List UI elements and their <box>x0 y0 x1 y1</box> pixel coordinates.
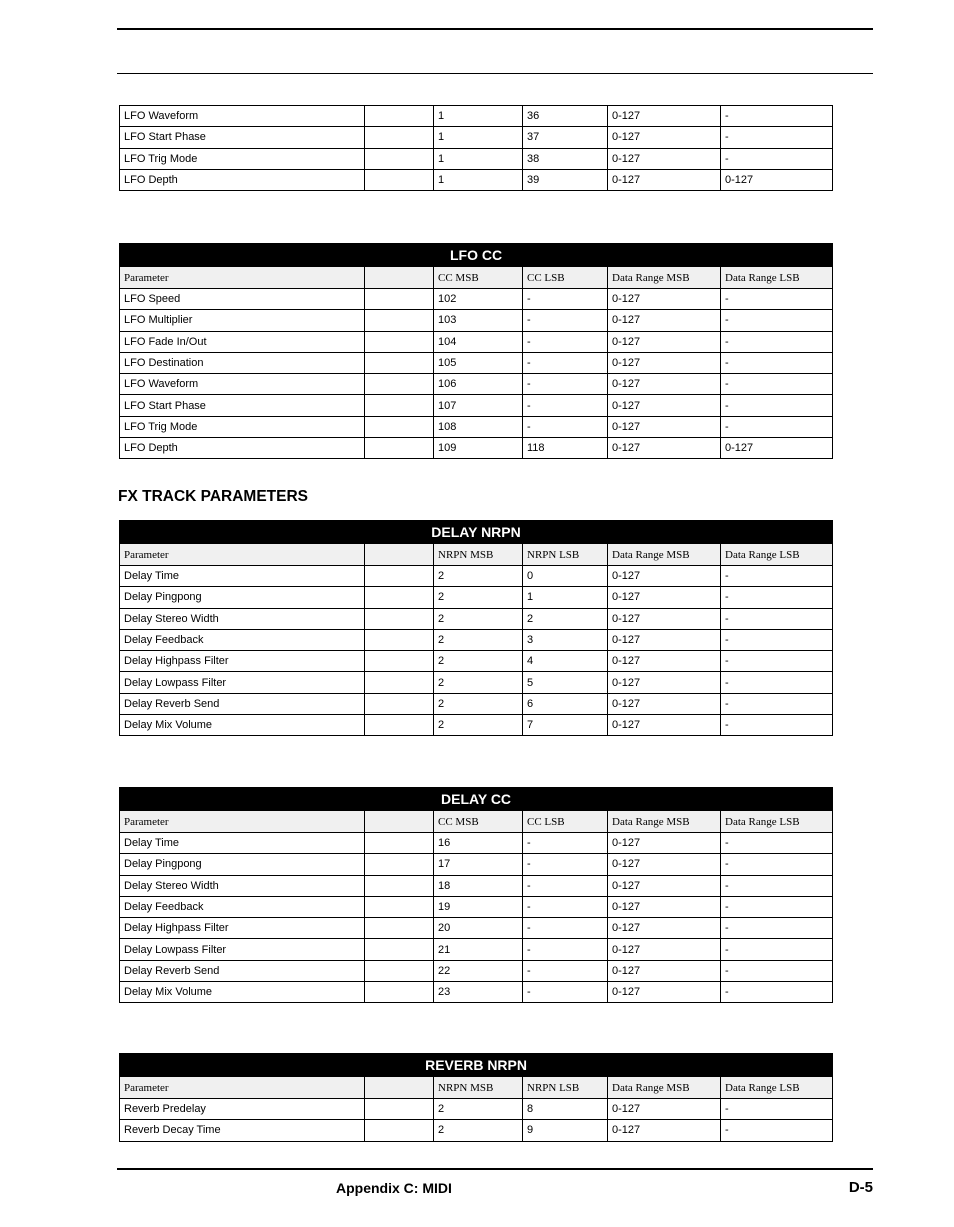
delay-cc-table <box>119 787 833 1003</box>
table-cell: - <box>721 416 833 437</box>
table-cell: 20 <box>434 918 523 939</box>
table-cell: - <box>721 1099 833 1120</box>
column-header: Data Range MSB <box>608 544 721 566</box>
table-cell: - <box>721 854 833 875</box>
table-cell <box>365 310 434 331</box>
reverb-nrpn-table <box>119 1053 833 1142</box>
table-cell: Delay Pingpong <box>120 587 365 608</box>
table-cell <box>365 918 434 939</box>
table-cell: 2 <box>434 566 523 587</box>
table-row <box>120 127 833 148</box>
table-cell: 0-127 <box>608 672 721 693</box>
column-header: Data Range LSB <box>721 1077 833 1099</box>
table-cell: 0-127 <box>608 310 721 331</box>
table-cell: 38 <box>523 148 608 169</box>
column-header <box>365 1077 434 1099</box>
table-cell: 0-127 <box>608 854 721 875</box>
column-header: Parameter <box>120 1077 365 1099</box>
table-header-row <box>120 1077 833 1099</box>
table-row <box>120 875 833 896</box>
table-cell: 104 <box>434 331 523 352</box>
table-cell: 5 <box>523 672 608 693</box>
table-cell: - <box>721 651 833 672</box>
column-header: Data Range LSB <box>721 811 833 833</box>
table-row <box>120 587 833 608</box>
table-row <box>120 1120 833 1141</box>
column-header: Data Range MSB <box>608 1077 721 1099</box>
table-cell: Delay Lowpass Filter <box>120 672 365 693</box>
table-cell: 2 <box>434 693 523 714</box>
table-cell: 0-127 <box>608 169 721 190</box>
table-cell: 108 <box>434 416 523 437</box>
table-cell <box>365 875 434 896</box>
column-header: Parameter <box>120 811 365 833</box>
table-cell <box>365 960 434 981</box>
table-title-row <box>120 1054 833 1077</box>
table-cell: 0-127 <box>608 896 721 917</box>
table-cell: 0-127 <box>608 833 721 854</box>
table-cell: 0-127 <box>608 1099 721 1120</box>
table-cell: - <box>721 833 833 854</box>
page-number: D-5 <box>848 1179 873 1196</box>
table-row <box>120 896 833 917</box>
table-cell: 1 <box>434 169 523 190</box>
table-title: REVERB NRPN <box>120 1054 833 1077</box>
table-cell: 23 <box>434 982 523 1003</box>
column-header: NRPN MSB <box>434 544 523 566</box>
table-cell: 16 <box>434 833 523 854</box>
table-cell: Delay Feedback <box>120 896 365 917</box>
table-cell: LFO Trig Mode <box>120 416 365 437</box>
table-row <box>120 833 833 854</box>
table-cell: LFO Speed <box>120 289 365 310</box>
table-cell <box>365 289 434 310</box>
table-cell <box>365 587 434 608</box>
column-header: CC MSB <box>434 267 523 289</box>
table-cell: - <box>721 693 833 714</box>
table-row <box>120 289 833 310</box>
table-cell <box>365 939 434 960</box>
table-title: DELAY NRPN <box>120 521 833 544</box>
table-cell: 18 <box>434 875 523 896</box>
table-cell: 102 <box>434 289 523 310</box>
table-cell: 2 <box>434 715 523 736</box>
table-cell <box>365 374 434 395</box>
table-cell: LFO Depth <box>120 169 365 190</box>
table-cell: 2 <box>434 672 523 693</box>
table-cell: 19 <box>434 896 523 917</box>
table-cell: 0-127 <box>608 127 721 148</box>
table-cell: - <box>721 715 833 736</box>
table-cell: - <box>721 608 833 629</box>
table-cell: Delay Mix Volume <box>120 715 365 736</box>
table-row <box>120 438 833 459</box>
table-cell: 17 <box>434 854 523 875</box>
table-cell: Delay Time <box>120 566 365 587</box>
table-cell <box>365 608 434 629</box>
table-row <box>120 310 833 331</box>
table-cell: LFO Trig Mode <box>120 148 365 169</box>
table-cell: Delay Highpass Filter <box>120 918 365 939</box>
table-cell <box>365 395 434 416</box>
table-cell <box>365 1099 434 1120</box>
table-row <box>120 672 833 693</box>
table-cell: 4 <box>523 651 608 672</box>
table-cell: 0-127 <box>721 169 833 190</box>
table-cell: 21 <box>434 939 523 960</box>
column-header: Data Range MSB <box>608 267 721 289</box>
column-header: Data Range MSB <box>608 811 721 833</box>
table-cell <box>365 106 434 127</box>
table-cell: 0-127 <box>608 651 721 672</box>
table-header-row <box>120 811 833 833</box>
column-header: Parameter <box>120 267 365 289</box>
table-cell: - <box>721 374 833 395</box>
table-title: LFO CC <box>120 244 833 267</box>
lfo-cc-table <box>119 243 833 459</box>
table-row <box>120 566 833 587</box>
delay-nrpn-table <box>119 520 833 736</box>
table-cell: 7 <box>523 715 608 736</box>
table-cell: - <box>721 331 833 352</box>
table-cell: 2 <box>434 1099 523 1120</box>
table-cell: LFO Destination <box>120 352 365 373</box>
table-cell: 2 <box>523 608 608 629</box>
table-cell: 2 <box>434 1120 523 1141</box>
table-cell <box>365 693 434 714</box>
table-cell: Delay Pingpong <box>120 854 365 875</box>
table-cell: - <box>523 939 608 960</box>
table-cell: - <box>721 672 833 693</box>
table-cell: LFO Waveform <box>120 374 365 395</box>
table-cell <box>365 672 434 693</box>
table-cell: 0-127 <box>608 438 721 459</box>
table-cell: - <box>721 148 833 169</box>
table-cell: 0-127 <box>608 918 721 939</box>
table-cell: - <box>523 416 608 437</box>
table-cell: - <box>721 918 833 939</box>
table-cell <box>365 331 434 352</box>
table-cell: - <box>721 395 833 416</box>
table-cell: 0-127 <box>608 352 721 373</box>
table-cell: 0-127 <box>608 106 721 127</box>
table-cell: 0-127 <box>608 374 721 395</box>
table-cell: Delay Feedback <box>120 629 365 650</box>
table-cell: 0-127 <box>608 982 721 1003</box>
table-cell: - <box>523 875 608 896</box>
table-title-row <box>120 788 833 811</box>
section-heading: FX TRACK PARAMETERS <box>118 488 309 505</box>
table-cell: - <box>721 310 833 331</box>
table-row <box>120 629 833 650</box>
table-cell: 3 <box>523 629 608 650</box>
table-cell: Reverb Predelay <box>120 1099 365 1120</box>
footer-rule <box>117 1168 873 1170</box>
table-cell: - <box>721 629 833 650</box>
table-cell: - <box>523 310 608 331</box>
table-cell: 106 <box>434 374 523 395</box>
table-cell: 105 <box>434 352 523 373</box>
table-row <box>120 693 833 714</box>
table-cell <box>365 833 434 854</box>
table-title-row <box>120 521 833 544</box>
table-cell: - <box>721 587 833 608</box>
table-cell: - <box>721 1120 833 1141</box>
table-cell <box>365 715 434 736</box>
table-cell: 2 <box>434 629 523 650</box>
table-cell: 1 <box>523 587 608 608</box>
table-cell: 0-127 <box>608 416 721 437</box>
table-row <box>120 416 833 437</box>
column-header <box>365 267 434 289</box>
table-cell: LFO Fade In/Out <box>120 331 365 352</box>
table-cell: Reverb Decay Time <box>120 1120 365 1141</box>
table-cell: LFO Start Phase <box>120 395 365 416</box>
table-cell <box>365 352 434 373</box>
table-cell: - <box>523 960 608 981</box>
table-cell: 107 <box>434 395 523 416</box>
table-cell: 0-127 <box>608 289 721 310</box>
table-cell: Delay Stereo Width <box>120 875 365 896</box>
table-cell: Delay Mix Volume <box>120 982 365 1003</box>
table-row <box>120 331 833 352</box>
table-cell: 0-127 <box>608 693 721 714</box>
table-cell: - <box>721 875 833 896</box>
table-row <box>120 148 833 169</box>
table-cell: - <box>721 896 833 917</box>
table-row <box>120 960 833 981</box>
table-cell: 37 <box>523 127 608 148</box>
column-header: CC MSB <box>434 811 523 833</box>
table-cell: Delay Reverb Send <box>120 960 365 981</box>
table-cell: 0-127 <box>608 148 721 169</box>
table-cell: - <box>523 331 608 352</box>
table-cell: LFO Multiplier <box>120 310 365 331</box>
table-cell: - <box>523 854 608 875</box>
table-title-row <box>120 244 833 267</box>
table-cell <box>365 854 434 875</box>
table-cell: 39 <box>523 169 608 190</box>
table-cell: 22 <box>434 960 523 981</box>
table-cell: - <box>721 566 833 587</box>
column-header: Parameter <box>120 544 365 566</box>
table-row <box>120 374 833 395</box>
table-cell: 6 <box>523 693 608 714</box>
table-cell: - <box>721 939 833 960</box>
table-cell: 0 <box>523 566 608 587</box>
table-row <box>120 608 833 629</box>
table-cell: - <box>523 982 608 1003</box>
table-cell: - <box>523 289 608 310</box>
lfo-nrpn-continued-table <box>119 105 833 191</box>
table-row <box>120 651 833 672</box>
column-header <box>365 811 434 833</box>
table-cell: 0-127 <box>608 875 721 896</box>
table-cell <box>365 438 434 459</box>
table-cell: 109 <box>434 438 523 459</box>
table-cell: Delay Lowpass Filter <box>120 939 365 960</box>
column-header: NRPN LSB <box>523 544 608 566</box>
table-cell: 0-127 <box>608 629 721 650</box>
header-rule-bottom <box>117 73 873 74</box>
table-cell: - <box>523 896 608 917</box>
table-cell: 1 <box>434 148 523 169</box>
table-cell: 1 <box>434 127 523 148</box>
table-cell: 0-127 <box>608 331 721 352</box>
table-title: DELAY CC <box>120 788 833 811</box>
table-cell <box>365 148 434 169</box>
table-cell: Delay Highpass Filter <box>120 651 365 672</box>
table-cell: 2 <box>434 651 523 672</box>
table-cell <box>365 1120 434 1141</box>
table-cell: - <box>721 352 833 373</box>
table-cell: 0-127 <box>721 438 833 459</box>
table-cell <box>365 169 434 190</box>
table-cell: - <box>523 395 608 416</box>
table-cell: LFO Depth <box>120 438 365 459</box>
table-cell: 36 <box>523 106 608 127</box>
column-header: NRPN MSB <box>434 1077 523 1099</box>
table-cell: Delay Time <box>120 833 365 854</box>
table-cell: 0-127 <box>608 939 721 960</box>
table-cell: 2 <box>434 608 523 629</box>
table-cell: 118 <box>523 438 608 459</box>
column-header: CC LSB <box>523 811 608 833</box>
table-cell: Delay Stereo Width <box>120 608 365 629</box>
table-row <box>120 352 833 373</box>
table-cell: 0-127 <box>608 960 721 981</box>
header-rule-top <box>117 28 873 30</box>
table-row <box>120 715 833 736</box>
table-cell: 9 <box>523 1120 608 1141</box>
column-header: Data Range LSB <box>721 544 833 566</box>
table-cell: LFO Start Phase <box>120 127 365 148</box>
table-row <box>120 395 833 416</box>
table-header-row <box>120 544 833 566</box>
table-row <box>120 939 833 960</box>
table-cell: 0-127 <box>608 1120 721 1141</box>
table-header-row <box>120 267 833 289</box>
table-cell: 0-127 <box>608 587 721 608</box>
table-cell: Delay Reverb Send <box>120 693 365 714</box>
table-cell: - <box>721 982 833 1003</box>
table-row <box>120 1099 833 1120</box>
table-cell <box>365 566 434 587</box>
column-header: NRPN LSB <box>523 1077 608 1099</box>
table-cell: 0-127 <box>608 395 721 416</box>
table-cell: - <box>721 127 833 148</box>
table-cell: 103 <box>434 310 523 331</box>
table-cell <box>365 127 434 148</box>
table-cell: - <box>523 352 608 373</box>
table-cell <box>365 629 434 650</box>
table-row <box>120 854 833 875</box>
table-cell: 0-127 <box>608 608 721 629</box>
table-cell: 0-127 <box>608 715 721 736</box>
table-cell <box>365 896 434 917</box>
table-cell <box>365 416 434 437</box>
table-cell: - <box>523 374 608 395</box>
table-cell: - <box>523 918 608 939</box>
table-cell: LFO Waveform <box>120 106 365 127</box>
column-header <box>365 544 434 566</box>
table-cell: - <box>721 289 833 310</box>
table-cell: 0-127 <box>608 566 721 587</box>
footer-title: Appendix C: MIDI <box>336 1180 452 1196</box>
column-header: Data Range LSB <box>721 267 833 289</box>
table-cell: 1 <box>434 106 523 127</box>
table-row <box>120 169 833 190</box>
table-row <box>120 918 833 939</box>
table-cell: - <box>523 833 608 854</box>
table-row <box>120 982 833 1003</box>
table-cell <box>365 651 434 672</box>
table-cell: - <box>721 106 833 127</box>
table-cell <box>365 982 434 1003</box>
table-cell: 2 <box>434 587 523 608</box>
table-row <box>120 106 833 127</box>
table-cell: - <box>721 960 833 981</box>
column-header: CC LSB <box>523 267 608 289</box>
table-cell: 8 <box>523 1099 608 1120</box>
